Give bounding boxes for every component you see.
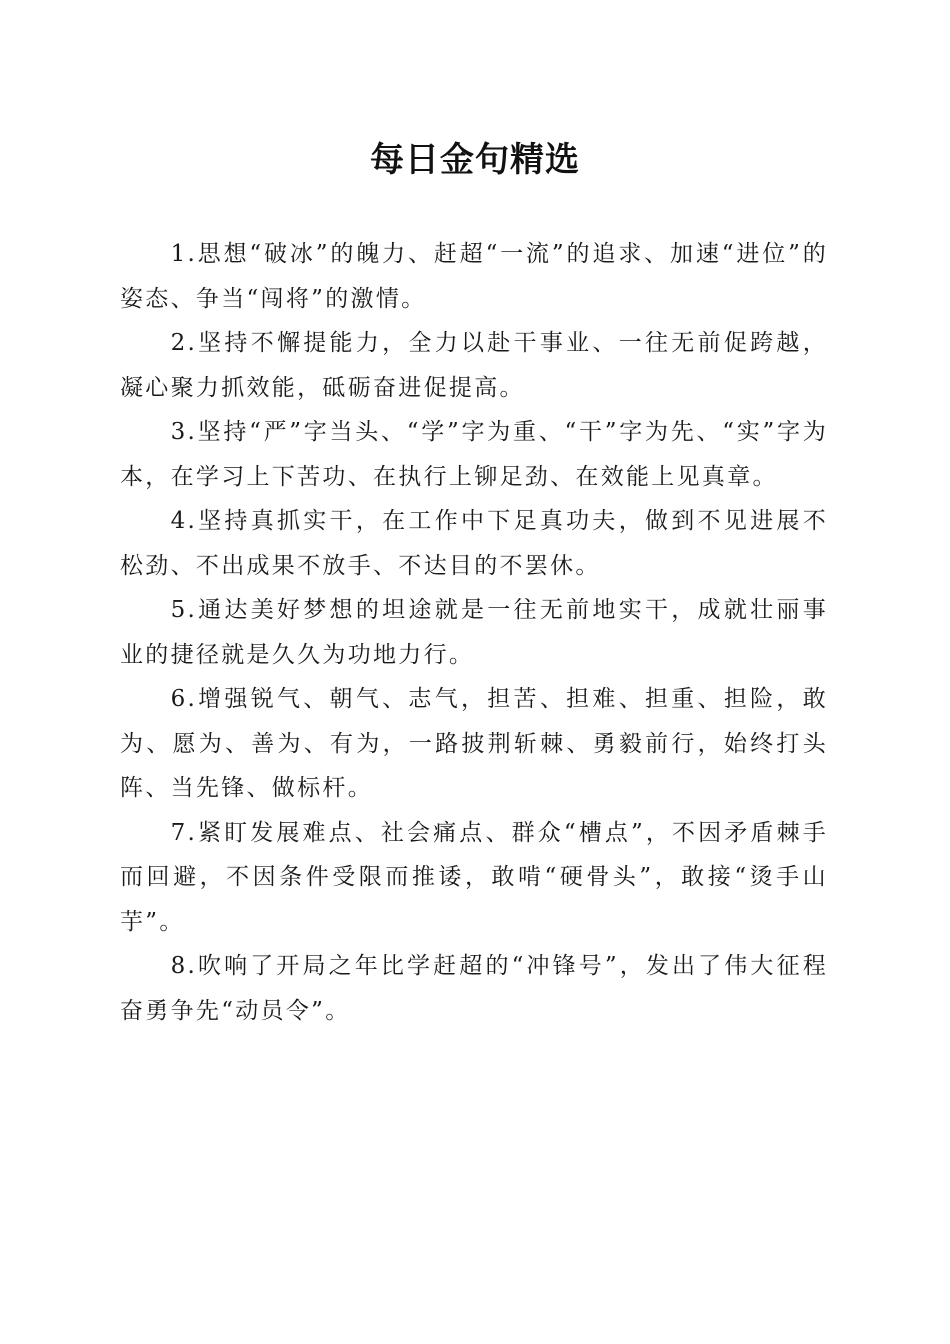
quote-paragraph-7: 7.紧盯发展难点、社会痛点、群众“槽点”，不因矛盾棘手而回避，不因条件受限而推诿，敢啃“硬骨头”，敢接“烫手山芋”。 (120, 819, 828, 935)
quote-paragraph-3: 3.坚持“严”字当头、“学”字为重、“干”字为先、“实”字为本，在学习上下苦功、在执行上铆足劲、在效能上见真章。 (120, 419, 828, 490)
document-body (120, 232, 828, 1033)
quote-paragraph-4: 4.坚持真抓实干，在工作中下足真功夫，做到不见进展不松劲、不出成果不放手、不达目的不罢休。 (120, 508, 828, 579)
page-title: 每日金句精选 (370, 140, 580, 180)
quote-paragraph-1: 1.思想“破冰”的魄力、赶超“一流”的追求、加速“进位”的姿态、争当“闯将”的激情。 (120, 241, 828, 312)
quote-paragraph-6: 6.增强锐气、朝气、志气，担苦、担难、担重、担险，敢为、愿为、善为、有为，一路披荆斩棘、勇毅前行，始终打头阵、当先锋、做标杆。 (120, 686, 828, 801)
quote-paragraph-8: 8.吹响了开局之年比学赶超的“冲锋号”，发出了伟大征程奋勇争先“动员令”。 (120, 953, 828, 1024)
quote-paragraph-2: 2.坚持不懈提能力，全力以赴干事业、一往无前促跨越，凝心聚力抓效能，砥砺奋进促提高。 (120, 330, 828, 401)
quote-paragraph-5: 5.通达美好梦想的坦途就是一往无前地实干，成就壮丽事业的捷径就是久久为功地力行。 (120, 597, 828, 668)
